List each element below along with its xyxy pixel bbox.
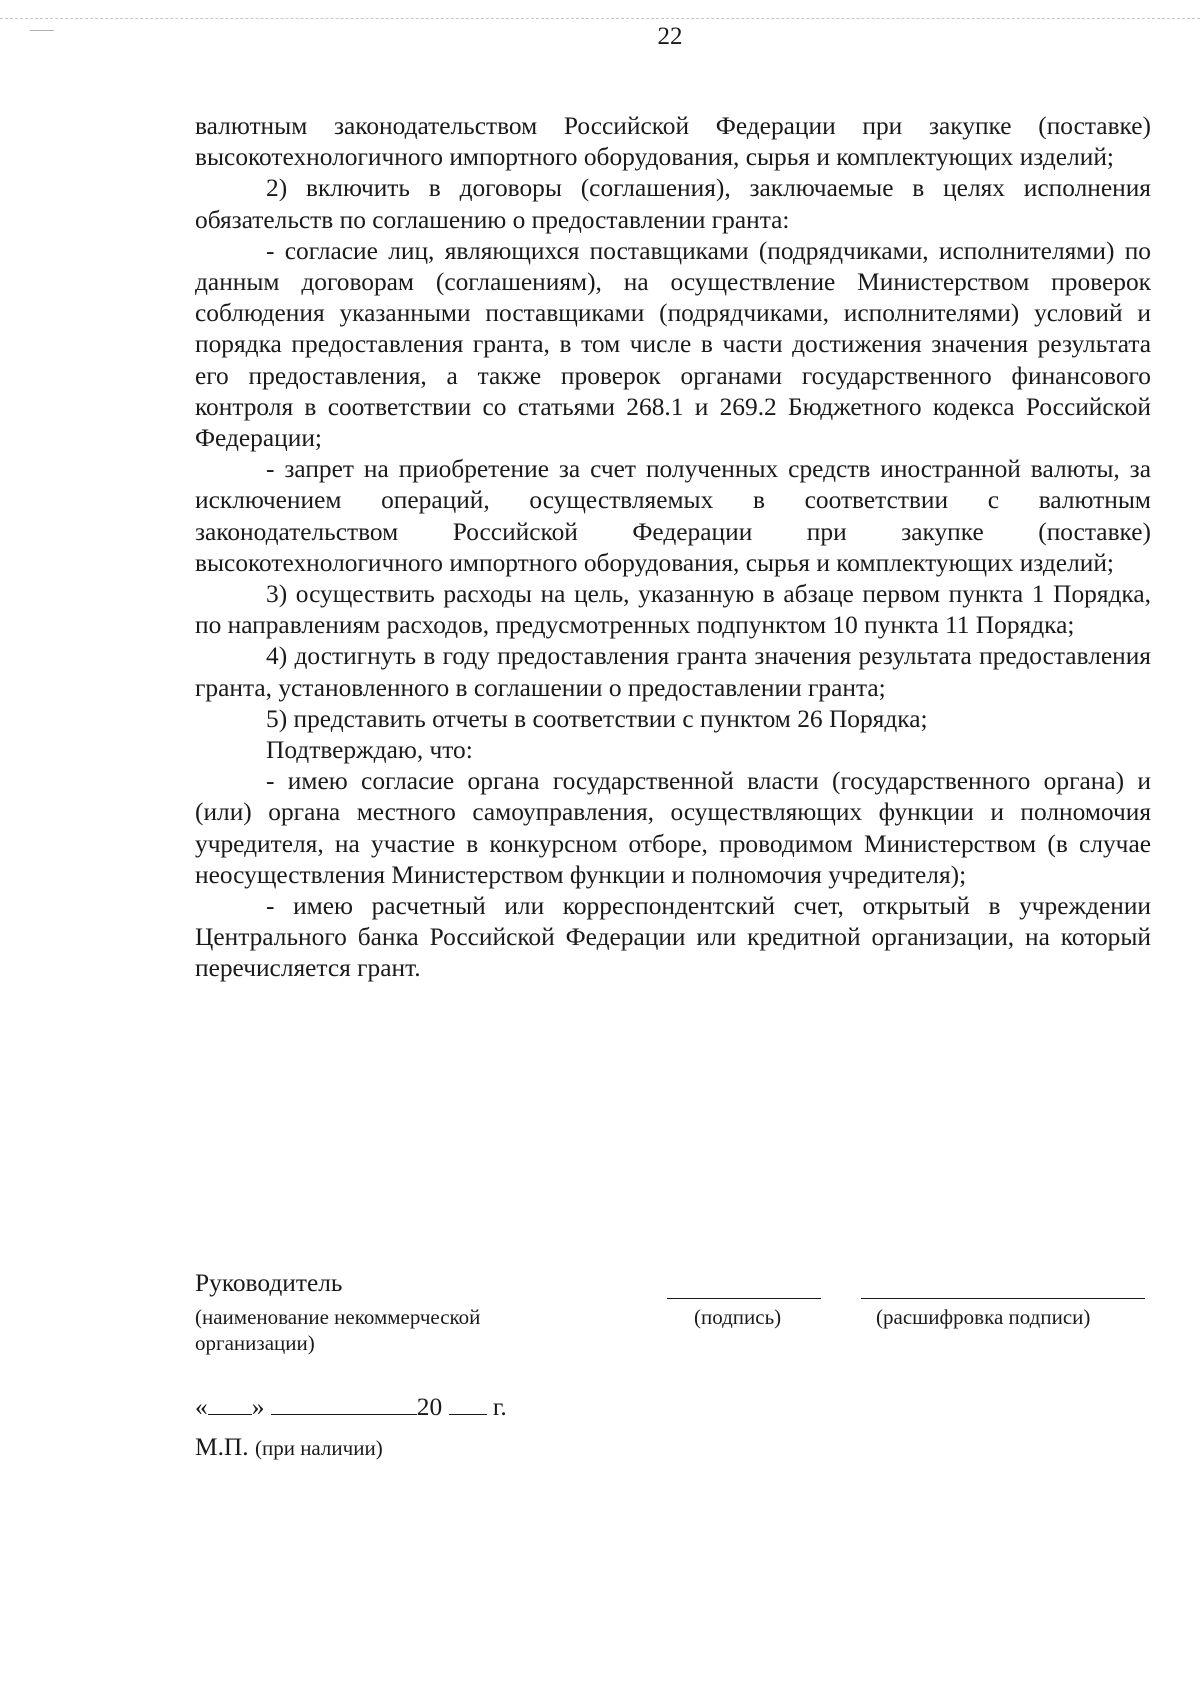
stamp-note: (при наличии) bbox=[254, 1436, 383, 1460]
date-line bbox=[195, 1392, 507, 1423]
month-blank bbox=[271, 1392, 417, 1415]
year-blank bbox=[449, 1392, 487, 1415]
paragraph-3: - согласие лиц, являющихся поставщиками (подрядчиками, исполнителями) по данным договорам (соглашениям), на осуществление Министерством проверок соблюдения указанными поставщиками (подрядчиками, исполнителями) условий и порядка предоставления гранта, в том числе в части достижения значения результата его предоставления, а также проверок органами государственного финансового контроля в соответствии со статьями 268.1 и 269.2 Бюджетного кодекса Российской Федерации; bbox=[195, 236, 1151, 453]
paragraph-4: - запрет на приобретение за счет полученных средств иностранной валюты, за исключением операций, осуществляемых в соответствии с валютным законодательством Российской Федерации при закупке (поставке) высокотехнологичного импортного оборудования, сырья и комплектующих изделий; bbox=[195, 455, 1151, 577]
signature-decode-line bbox=[861, 1298, 1145, 1299]
stamp-label: М.П. bbox=[195, 1433, 249, 1461]
paragraph-1: валютным законодательством Российской Федерации при закупке (поставке) высокотехнологичного импортного оборудования, сырья и комплектующих изделий; bbox=[195, 112, 1151, 172]
paragraph-7: 5) представить отчеты в соответствии с пунктом 26 Порядка; bbox=[266, 704, 928, 733]
organization-caption: (наименование некоммерческой организации) bbox=[195, 1305, 481, 1355]
date-close-quote: » bbox=[251, 1393, 265, 1421]
paragraph-8: Подтверждаю, что: bbox=[266, 736, 473, 765]
signature-caption: (подпись) bbox=[694, 1305, 782, 1329]
stamp-place bbox=[195, 1432, 383, 1464]
signature-decode-caption: (расшифровка подписи) bbox=[876, 1305, 1091, 1329]
date-open-quote: « bbox=[195, 1393, 208, 1421]
paragraph-10: - имею расчетный или корреспондентский счет, открытый в учреждении Центрального банка Российской Федерации или кредитной организации, на который перечисляется грант. bbox=[195, 892, 1151, 983]
page-number: 22 bbox=[657, 23, 683, 50]
day-blank bbox=[208, 1392, 252, 1415]
year-prefix: 20 bbox=[416, 1393, 443, 1421]
paragraph-6: 4) достигнуть в году предоставления гранта значения результата предоставления гранта, установленного в соглашении о предоставлении гранта; bbox=[195, 642, 1151, 702]
document-body bbox=[195, 111, 1151, 985]
paragraph-2: 2) включить в договоры (соглашения), заключаемые в целях исполнения обязательств по соглашению о предоставлении гранта: bbox=[195, 174, 1151, 234]
paragraph-5: 3) осуществить расходы на цель, указанную в абзаце первом пункта 1 Порядка, по направлениям расходов, предусмотренных подпунктом 10 пункта 11 Порядка; bbox=[195, 580, 1151, 640]
year-suffix: г. bbox=[492, 1393, 507, 1421]
signatory-title: Руководитель bbox=[195, 1269, 343, 1297]
scan-artifact-line bbox=[0, 18, 1200, 19]
signature-line bbox=[667, 1298, 821, 1299]
paragraph-9: - имею согласие органа государственной власти (государственного органа) и (или) органа местного самоуправления, осуществляющих функции и полномочия учредителя, на участие в конкурсном отборе, проводимом Министерством (в случае неосуществления Министерством функции и полномочия учредителя); bbox=[195, 767, 1151, 889]
